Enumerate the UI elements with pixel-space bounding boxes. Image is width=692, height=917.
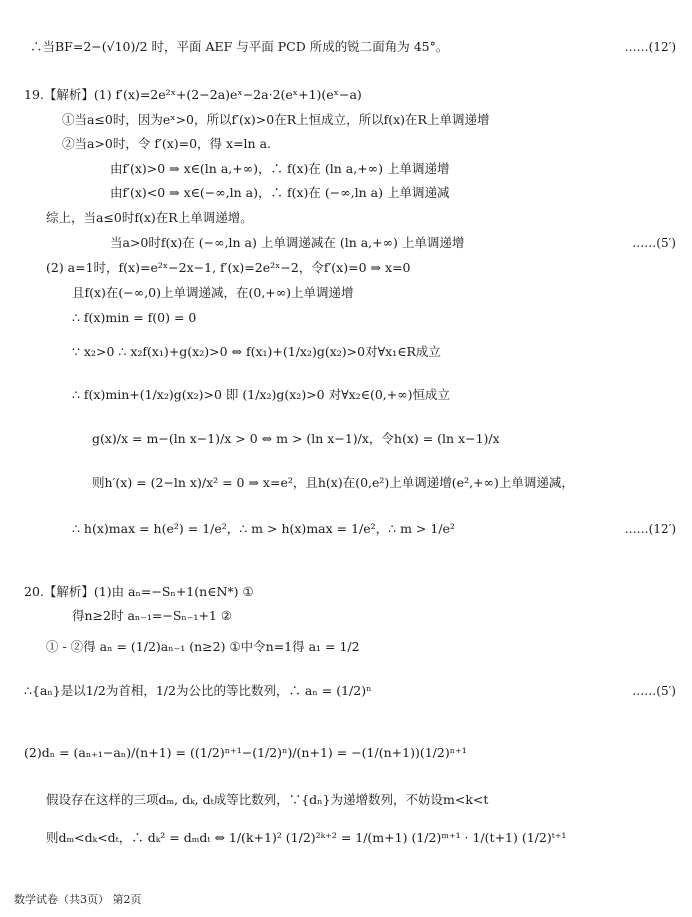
solution-line: (2)dₙ = (aₙ₊₁−aₙ)/(n+1) = ((1/2)ⁿ⁺¹−(1/2)ⁿ)/(n+1) = −(1/(n+1))(1/2)ⁿ⁺¹ <box>24 745 467 760</box>
solution-line: 综上，当a≤0时f(x)在R上单调递增。 <box>46 210 253 225</box>
solution-line: g(x)/x = m−(ln x−1)/x > 0 ⇔ m > (ln x−1)/x，令h(x) = (ln x−1)/x <box>92 431 500 446</box>
solution-line: 且f(x)在(−∞,0)上单调递减，在(0,+∞)上单调递增 <box>72 285 354 300</box>
solution-line: 由f′(x)>0 ⇒ x∈(ln a,+∞)，∴ f(x)在 (ln a,+∞) 上单调递增 <box>110 161 450 176</box>
solution-line: 20.【解析】(1)由 aₙ=−Sₙ+1(n∈N*) ① <box>24 584 254 599</box>
solution-line: ∴ f(x)min = f(0) = 0 <box>72 310 197 325</box>
solution-line: 由f′(x)<0 ⇒ x∈(−∞,ln a)，∴ f(x)在 (−∞,ln a) 上单调递减 <box>110 185 450 200</box>
score-mark: ……(5′) <box>632 684 676 698</box>
solution-line: ∴ f(x)min+(1/x₂)g(x₂)>0 即 (1/x₂)g(x₂)>0 对∀x₂∈(0,+∞)恒成立 <box>72 387 451 402</box>
solution-line: 19.【解析】(1) f′(x)=2e²ˣ+(2−2a)eˣ−2a·2(eˣ+1)(eˣ−a) <box>24 87 362 102</box>
solution-line: ①当a≤0时，因为eˣ>0，所以f′(x)>0在R上恒成立，所以f(x)在R上单调递增 <box>62 112 490 127</box>
score-mark: ……(5′) <box>632 236 676 250</box>
solution-line: ∴{aₙ}是以1/2为首相，1/2为公比的等比数列，∴ aₙ = (1/2)ⁿ <box>24 683 372 698</box>
solution-line: 则h′(x) = (2−ln x)/x² = 0 ⇒ x=e²，且h(x)在(0,e²)上单调递增(e²,+∞)上单调递减， <box>92 475 574 490</box>
solution-line: 则dₘ<dₖ<dₜ，∴ dₖ² = dₘdₜ ⇔ 1/(k+1)² (1/2)²ᵏ⁺² = 1/(m+1) (1/2)ᵐ⁺¹ · 1/(t+1) (1/2)ᵗ⁺¹ <box>46 830 567 845</box>
solution-line: 当a>0时f(x)在 (−∞,ln a) 上单调递减在 (ln a,+∞) 上单调递增 <box>110 235 465 250</box>
score-mark: ……(12′) <box>624 522 676 536</box>
solution-line: ∴ h(x)max = h(e²) = 1/e²，∴ m > h(x)max = 1/e²，∴ m > 1/e² <box>72 521 455 536</box>
solution-line: ∴当BF=2−(√10)/2 时，平面 AEF 与平面 PCD 所成的锐二面角为 45°。 <box>30 39 449 54</box>
solution-line: 假设存在这样的三项dₘ, dₖ, dₜ成等比数列，∵{dₙ}为递增数列，不妨设m<k<t <box>46 792 489 807</box>
solution-line: ∵ x₂>0 ∴ x₂f(x₁)+g(x₂)>0 ⇔ f(x₁)+(1/x₂)g(x₂)>0对∀x₁∈R成立 <box>72 344 441 359</box>
solution-line: ① - ②得 aₙ = (1/2)aₙ₋₁ (n≥2) ①中令n=1得 a₁ = 1/2 <box>46 639 360 654</box>
score-mark: ……(12′) <box>624 40 676 54</box>
page-footer: 数学试卷（共3页） 第2页 <box>14 893 142 906</box>
solution-line: (2) a=1时，f(x)=e²ˣ−2x−1, f′(x)=2e²ˣ−2，令f′(x)=0 ⇒ x=0 <box>46 260 411 275</box>
solution-line: ②当a>0时，令 f′(x)=0，得 x=ln a. <box>62 136 271 151</box>
solution-line: 得n≥2时 aₙ₋₁=−Sₙ₋₁+1 ② <box>72 608 233 623</box>
